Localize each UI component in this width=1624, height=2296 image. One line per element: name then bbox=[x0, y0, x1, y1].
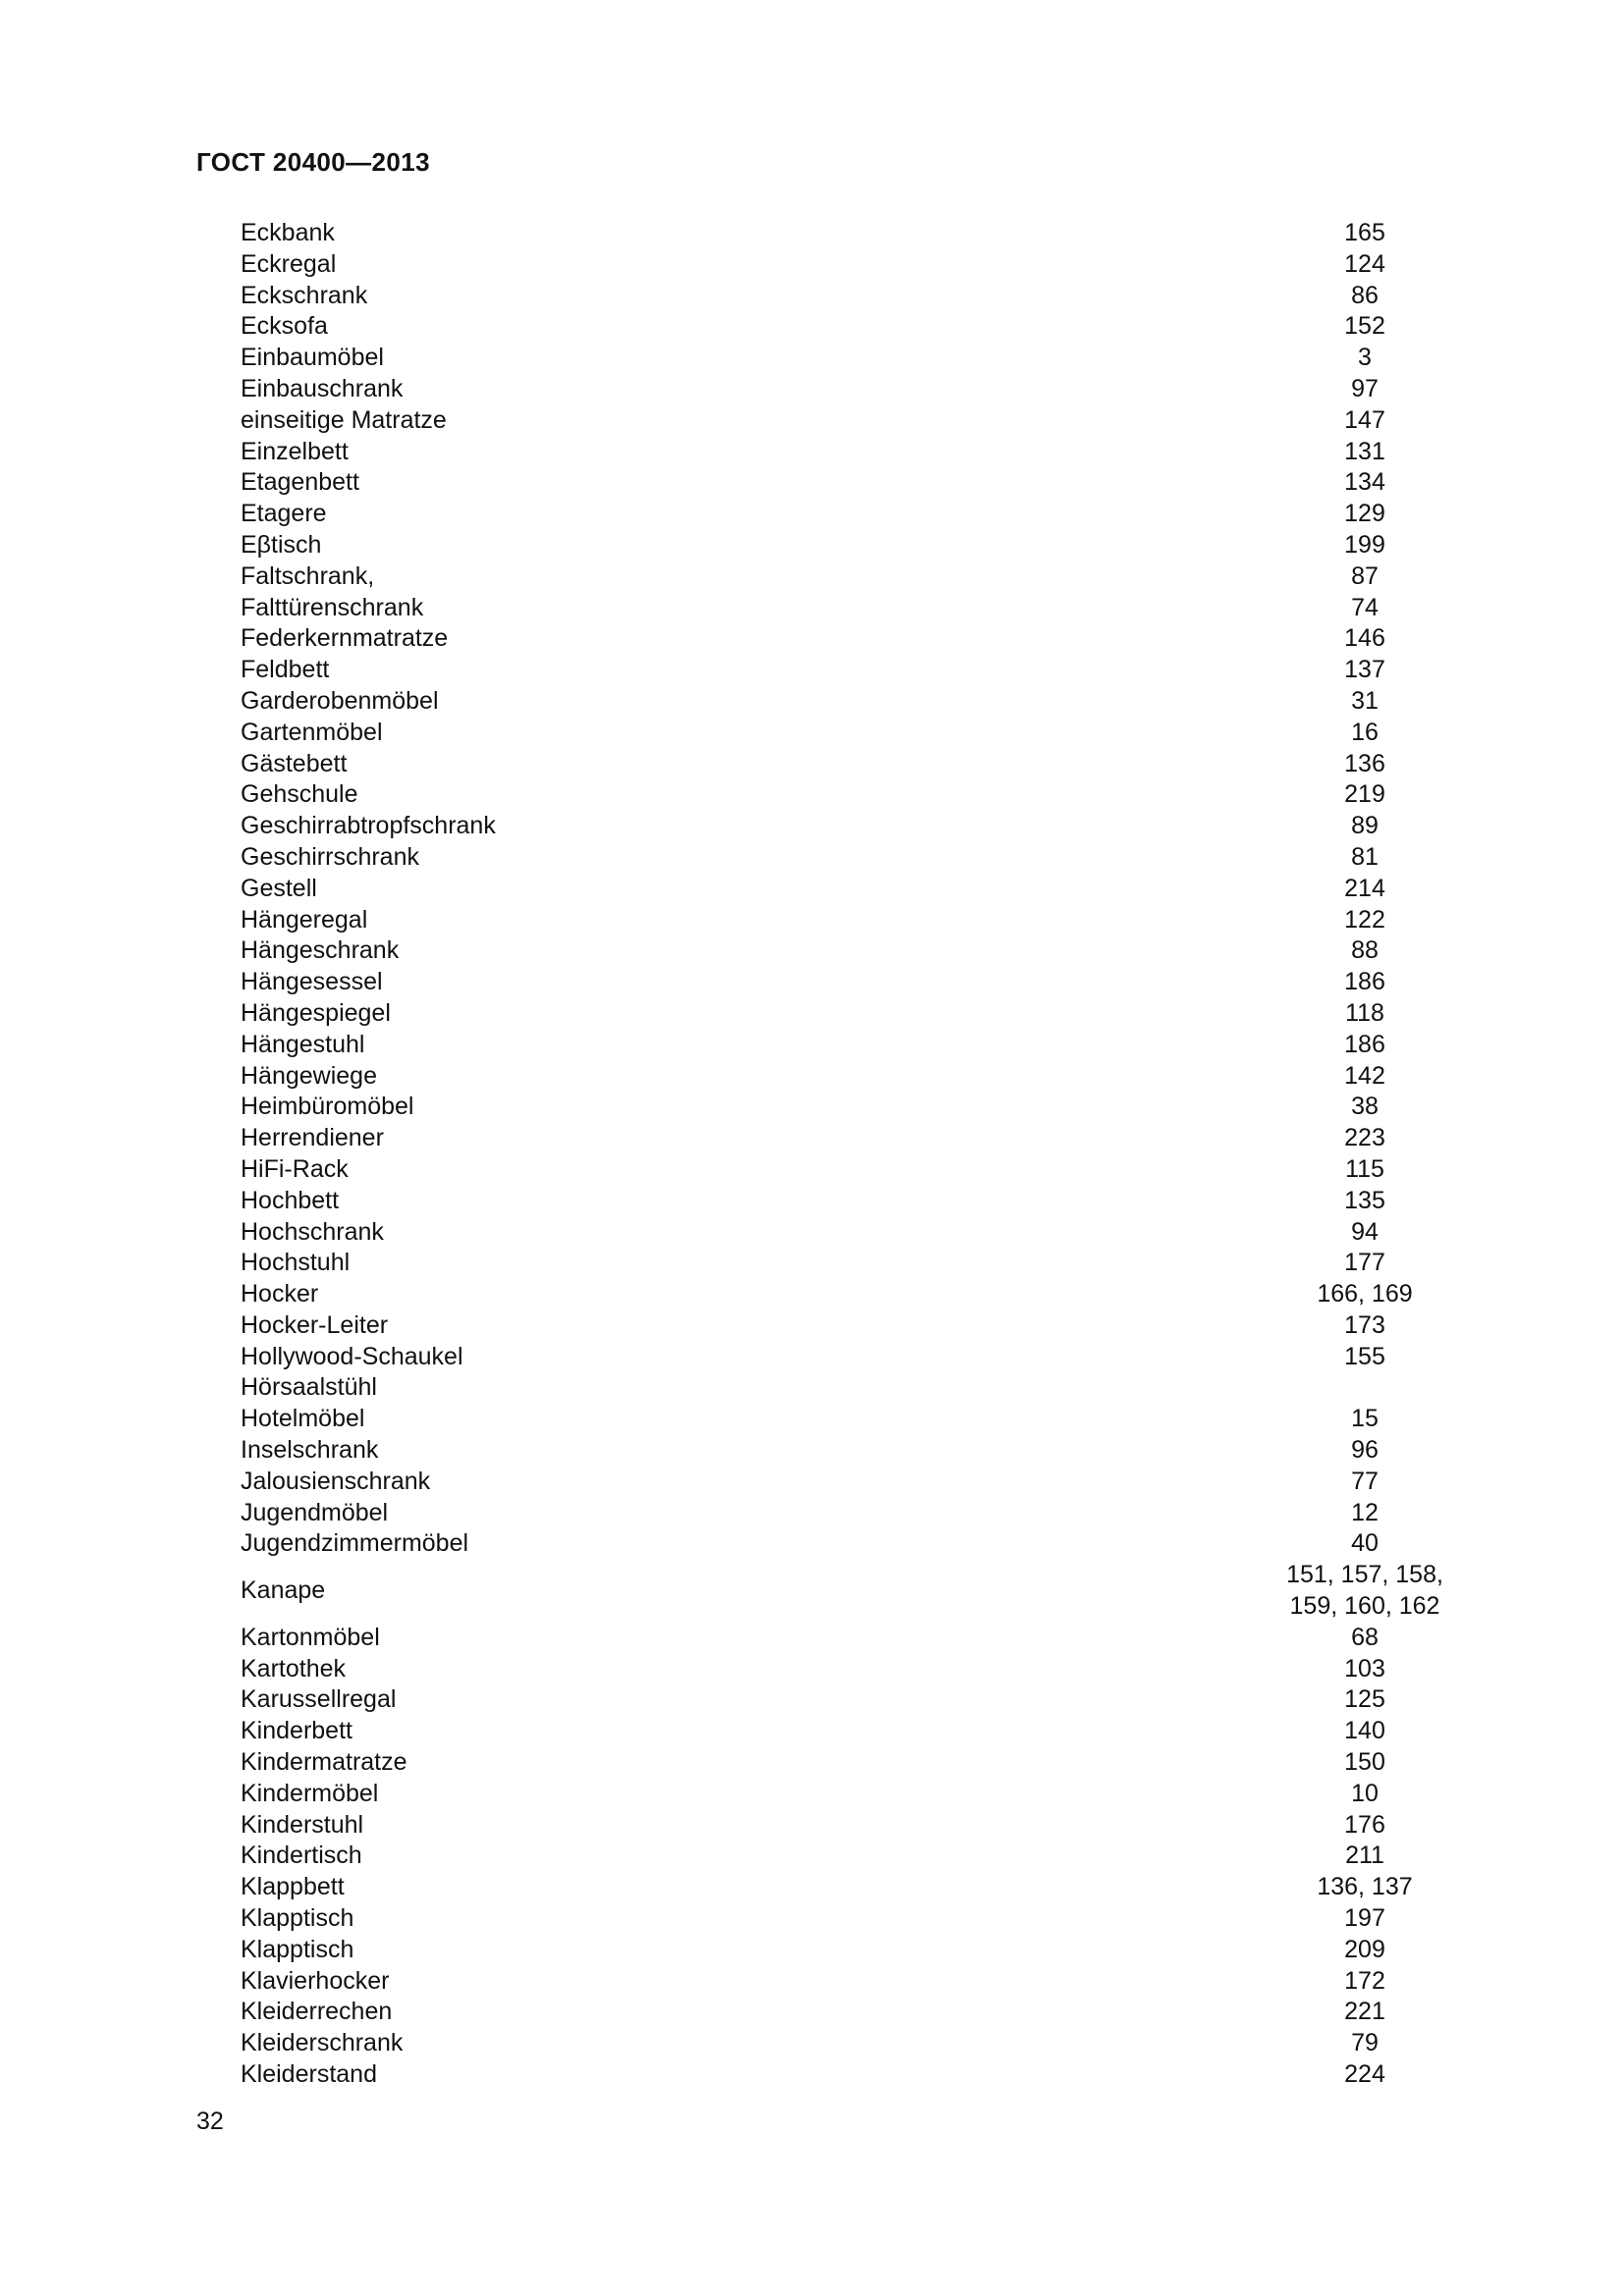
index-term: Kinderstuhl bbox=[241, 1810, 364, 1839]
index-pages bbox=[1222, 1623, 1507, 1654]
index-pages bbox=[1222, 530, 1507, 561]
page-number-line: 223 bbox=[1344, 1124, 1385, 1152]
index-row bbox=[241, 561, 1507, 593]
index-term: Hochstuhl bbox=[241, 1249, 351, 1277]
page-number-line: 136 bbox=[1344, 749, 1385, 777]
index-term: Geschirrschrank bbox=[241, 842, 419, 871]
index-pages bbox=[1222, 281, 1507, 312]
index-row bbox=[241, 998, 1507, 1030]
index-row bbox=[241, 467, 1507, 499]
index-row bbox=[241, 1030, 1507, 1061]
page-number-line: 172 bbox=[1344, 1966, 1385, 1995]
index-term: Garderobenmöbel bbox=[241, 686, 439, 715]
index-row bbox=[241, 1872, 1507, 1903]
index-pages bbox=[1222, 405, 1507, 437]
page-number-line: 12 bbox=[1351, 1498, 1379, 1526]
index-term: Einzelbett bbox=[241, 437, 349, 465]
index-term: Gehschule bbox=[241, 780, 358, 809]
index-term: Klappbett bbox=[241, 1873, 345, 1901]
index-pages bbox=[1222, 1217, 1507, 1249]
page-number-line: 88 bbox=[1351, 936, 1379, 965]
index-pages bbox=[1222, 842, 1507, 874]
page-number-line: 165 bbox=[1344, 219, 1385, 246]
index-row bbox=[241, 311, 1507, 343]
page-number-line: 135 bbox=[1344, 1186, 1385, 1214]
page-number-line: 219 bbox=[1344, 780, 1385, 809]
index-pages bbox=[1222, 1030, 1507, 1061]
index-term: Einbaumöbel bbox=[241, 344, 384, 372]
page-number-line: 177 bbox=[1344, 1249, 1385, 1277]
page-number-line: 152 bbox=[1344, 312, 1385, 341]
index-row bbox=[241, 1903, 1507, 1935]
index-row bbox=[241, 593, 1507, 624]
page-number-line: 89 bbox=[1351, 812, 1379, 840]
page-number-line: 77 bbox=[1351, 1467, 1379, 1495]
page-number-line: 151, 157, 158, bbox=[1286, 1561, 1443, 1589]
index-pages bbox=[1222, 1248, 1507, 1279]
index-term: Heimbüromöbel bbox=[241, 1093, 414, 1121]
index-pages bbox=[1222, 655, 1507, 686]
index-pages bbox=[1222, 1404, 1507, 1435]
index-pages bbox=[1222, 374, 1507, 405]
index-row bbox=[241, 1841, 1507, 1872]
index-term: Klapptisch bbox=[241, 1904, 354, 1933]
page-number-line: 147 bbox=[1344, 405, 1385, 434]
page-number-line: 131 bbox=[1344, 437, 1385, 465]
page-number-line: 38 bbox=[1351, 1093, 1379, 1121]
index-term: Feldbett bbox=[241, 656, 330, 684]
index-pages bbox=[1222, 1872, 1507, 1903]
index-row bbox=[241, 1747, 1507, 1779]
index-term: Kindertisch bbox=[241, 1842, 362, 1870]
page-number-line: 150 bbox=[1344, 1748, 1385, 1777]
page-number-line: 31 bbox=[1351, 686, 1379, 715]
page-number-line: 15 bbox=[1351, 1405, 1379, 1433]
index-term: Jalousienschrank bbox=[241, 1467, 431, 1495]
index-pages bbox=[1222, 718, 1507, 749]
index-pages bbox=[1222, 1560, 1507, 1623]
index-pages bbox=[1222, 874, 1507, 905]
index-row bbox=[241, 811, 1507, 842]
index-term: Hängespiegel bbox=[241, 998, 391, 1027]
index-pages bbox=[1222, 1435, 1507, 1467]
index-term: Klavierhocker bbox=[241, 1966, 390, 1995]
index-row bbox=[241, 249, 1507, 281]
index-row bbox=[241, 1810, 1507, 1842]
index-term: Kindermatratze bbox=[241, 1748, 407, 1777]
index-term: HiFi-Rack bbox=[241, 1154, 349, 1183]
page-number-line: 186 bbox=[1344, 968, 1385, 996]
page-number-line: 3 bbox=[1358, 344, 1372, 372]
index-term: Hängewiege bbox=[241, 1061, 377, 1090]
index-term: Eckregal bbox=[241, 249, 337, 278]
page-number-line: 214 bbox=[1344, 874, 1385, 902]
index-term: Hängeregal bbox=[241, 905, 368, 934]
index-pages bbox=[1222, 1123, 1507, 1154]
index-pages bbox=[1222, 623, 1507, 655]
page-number-line: 224 bbox=[1344, 2060, 1385, 2089]
index-term: Kleiderrechen bbox=[241, 1998, 393, 2026]
index-row bbox=[241, 437, 1507, 468]
page-number-line: 124 bbox=[1344, 249, 1385, 278]
index-pages bbox=[1222, 1654, 1507, 1685]
index-pages bbox=[1222, 1903, 1507, 1935]
index-pages bbox=[1222, 1841, 1507, 1872]
index-term: Federkernmatratze bbox=[241, 624, 449, 653]
index-row bbox=[241, 1186, 1507, 1217]
index-term: Hotelmöbel bbox=[241, 1405, 365, 1433]
page-number-line: 10 bbox=[1351, 1779, 1379, 1807]
index-pages bbox=[1222, 1467, 1507, 1498]
index-pages bbox=[1222, 2059, 1507, 2091]
index-term: Falttürenschrank bbox=[241, 593, 424, 621]
page-number-line: 159, 160, 162 bbox=[1289, 1592, 1440, 1621]
page-number-line: 136, 137 bbox=[1317, 1873, 1413, 1901]
index-row bbox=[241, 1498, 1507, 1529]
index-pages bbox=[1222, 1342, 1507, 1373]
index-row bbox=[241, 1716, 1507, 1747]
index-pages bbox=[1222, 905, 1507, 936]
index-term: Hochschrank bbox=[241, 1217, 384, 1246]
index-pages bbox=[1222, 1061, 1507, 1093]
page-number: 32 bbox=[196, 2108, 224, 2135]
page-number-line: 186 bbox=[1344, 1030, 1385, 1058]
index-term: Einbauschrank bbox=[241, 374, 404, 402]
index-row bbox=[241, 1684, 1507, 1716]
index-row bbox=[241, 718, 1507, 749]
index-row bbox=[241, 1342, 1507, 1373]
page-number-line: 166, 169 bbox=[1317, 1280, 1413, 1308]
index-term: Eckbank bbox=[241, 219, 335, 246]
page-number-line: 146 bbox=[1344, 624, 1385, 653]
index-term: Faltschrank, bbox=[241, 561, 375, 590]
index-row bbox=[241, 218, 1507, 249]
index-row bbox=[241, 499, 1507, 530]
index-term: Jugendmöbel bbox=[241, 1498, 389, 1526]
index-row bbox=[241, 779, 1507, 811]
index-pages bbox=[1222, 1279, 1507, 1310]
page-number-line: 221 bbox=[1344, 1998, 1385, 2026]
page-number-line: 87 bbox=[1351, 561, 1379, 590]
index-term: Karussellregal bbox=[241, 1685, 397, 1714]
index-pages bbox=[1222, 1747, 1507, 1779]
index-row bbox=[241, 905, 1507, 936]
index-term: einseitige Matratze bbox=[241, 405, 447, 434]
index-pages bbox=[1222, 1997, 1507, 2028]
page-number-line: 96 bbox=[1351, 1436, 1379, 1465]
index-row bbox=[241, 1623, 1507, 1654]
index-term: Kanape bbox=[241, 1576, 326, 1605]
index-pages bbox=[1222, 2028, 1507, 2059]
index-row bbox=[241, 1217, 1507, 1249]
page-number-line: 40 bbox=[1351, 1529, 1379, 1558]
index-row bbox=[241, 281, 1507, 312]
index-term: Kartothek bbox=[241, 1654, 347, 1682]
page-number-line: 134 bbox=[1344, 468, 1385, 497]
index-row bbox=[241, 343, 1507, 374]
index-list bbox=[241, 218, 1507, 2091]
page-number-line: 115 bbox=[1345, 1154, 1384, 1183]
index-row bbox=[241, 405, 1507, 437]
index-pages bbox=[1222, 1966, 1507, 1998]
index-row bbox=[241, 1061, 1507, 1093]
index-row bbox=[241, 842, 1507, 874]
index-row bbox=[241, 1248, 1507, 1279]
index-pages bbox=[1222, 779, 1507, 811]
index-pages bbox=[1222, 1810, 1507, 1842]
index-row bbox=[241, 686, 1507, 718]
index-pages bbox=[1222, 749, 1507, 780]
index-row bbox=[241, 1467, 1507, 1498]
index-row bbox=[241, 1310, 1507, 1342]
index-row bbox=[241, 1279, 1507, 1310]
index-pages bbox=[1222, 1154, 1507, 1186]
index-term: Hollywood-Schaukel bbox=[241, 1342, 463, 1370]
index-term: Kartonmöbel bbox=[241, 1623, 380, 1651]
index-pages bbox=[1222, 1372, 1507, 1404]
index-term: Hängestuhl bbox=[241, 1030, 365, 1058]
page-number-line: 137 bbox=[1344, 656, 1385, 684]
page-number-line: 197 bbox=[1344, 1904, 1385, 1933]
index-pages bbox=[1222, 1716, 1507, 1747]
index-term: Eckschrank bbox=[241, 281, 368, 309]
index-pages bbox=[1222, 1186, 1507, 1217]
index-pages bbox=[1222, 1779, 1507, 1810]
page-number-line: 129 bbox=[1344, 500, 1385, 528]
index-row bbox=[241, 623, 1507, 655]
index-row bbox=[241, 1654, 1507, 1685]
index-term: Hocker bbox=[241, 1280, 319, 1308]
index-pages bbox=[1222, 499, 1507, 530]
page-number-line: 199 bbox=[1344, 530, 1385, 559]
page-number-line: 155 bbox=[1344, 1342, 1385, 1370]
index-term: Jugendzimmermöbel bbox=[241, 1529, 469, 1558]
index-row bbox=[241, 1528, 1507, 1560]
page-number-line: 97 bbox=[1351, 374, 1379, 402]
index-term: Gestell bbox=[241, 874, 317, 902]
index-row bbox=[241, 1435, 1507, 1467]
index-pages bbox=[1222, 218, 1507, 249]
index-row bbox=[241, 2028, 1507, 2059]
index-pages bbox=[1222, 1684, 1507, 1716]
index-row bbox=[241, 935, 1507, 967]
index-term: Hängesessel bbox=[241, 968, 383, 996]
index-term: Klapptisch bbox=[241, 1935, 354, 1963]
index-term: Eβtisch bbox=[241, 530, 322, 559]
index-row bbox=[241, 1123, 1507, 1154]
index-pages bbox=[1222, 593, 1507, 624]
page-number-line: 16 bbox=[1351, 718, 1379, 746]
index-row bbox=[241, 967, 1507, 998]
index-row bbox=[241, 2059, 1507, 2091]
index-term: Geschirrabtropfschrank bbox=[241, 812, 496, 840]
index-row bbox=[241, 749, 1507, 780]
index-term: Etagenbett bbox=[241, 468, 359, 497]
page-number-line: 68 bbox=[1351, 1623, 1379, 1651]
index-row bbox=[241, 874, 1507, 905]
index-row bbox=[241, 1935, 1507, 1966]
page-number-line: 142 bbox=[1344, 1061, 1385, 1090]
index-pages bbox=[1222, 1528, 1507, 1560]
index-pages bbox=[1222, 967, 1507, 998]
page-number-line: 94 bbox=[1351, 1217, 1379, 1246]
index-row bbox=[241, 374, 1507, 405]
index-row bbox=[241, 1966, 1507, 1998]
index-term: Ecksofa bbox=[241, 312, 328, 341]
page-number-line: 176 bbox=[1344, 1810, 1385, 1839]
page-number-line: 79 bbox=[1351, 2029, 1379, 2057]
page-number-line: 103 bbox=[1344, 1654, 1385, 1682]
index-row bbox=[241, 1372, 1507, 1404]
index-term: Herrendiener bbox=[241, 1124, 384, 1152]
page-number-line: 211 bbox=[1345, 1842, 1384, 1870]
index-term: Hocker-Leiter bbox=[241, 1310, 389, 1339]
page-number-line: 122 bbox=[1344, 905, 1385, 934]
index-term: Gartenmöbel bbox=[241, 718, 383, 746]
index-pages bbox=[1222, 437, 1507, 468]
index-row bbox=[241, 655, 1507, 686]
page-number-line: 118 bbox=[1345, 998, 1384, 1027]
index-pages bbox=[1222, 311, 1507, 343]
page-number-line: 209 bbox=[1344, 1935, 1385, 1963]
index-pages bbox=[1222, 998, 1507, 1030]
index-term: Hörsaalstühl bbox=[241, 1373, 377, 1402]
index-term: Kleiderstand bbox=[241, 2060, 377, 2089]
index-pages bbox=[1222, 467, 1507, 499]
index-row bbox=[241, 1560, 1507, 1623]
index-term: Inselschrank bbox=[241, 1436, 379, 1465]
index-term: Hochbett bbox=[241, 1186, 340, 1214]
index-pages bbox=[1222, 1310, 1507, 1342]
index-term: Etagere bbox=[241, 500, 327, 528]
page-number-line: 81 bbox=[1351, 842, 1379, 871]
index-pages bbox=[1222, 343, 1507, 374]
page-number-line: 140 bbox=[1344, 1717, 1385, 1745]
index-term: Kinderbett bbox=[241, 1717, 352, 1745]
page-number-line: 74 bbox=[1351, 593, 1379, 621]
index-row bbox=[241, 1404, 1507, 1435]
index-term: Kleiderschrank bbox=[241, 2029, 404, 2057]
page-number-line bbox=[1222, 1372, 1507, 1404]
index-pages bbox=[1222, 249, 1507, 281]
index-pages bbox=[1222, 1498, 1507, 1529]
page-number-line: 125 bbox=[1344, 1685, 1385, 1714]
index-pages bbox=[1222, 561, 1507, 593]
index-row bbox=[241, 1092, 1507, 1123]
document-header: ГОСТ 20400—2013 bbox=[196, 147, 430, 177]
index-pages bbox=[1222, 811, 1507, 842]
index-term: Gästebett bbox=[241, 749, 348, 777]
index-pages bbox=[1222, 1935, 1507, 1966]
index-pages bbox=[1222, 686, 1507, 718]
index-term: Kindermöbel bbox=[241, 1779, 379, 1807]
index-pages bbox=[1222, 935, 1507, 967]
index-term: Hängeschrank bbox=[241, 936, 400, 965]
page-number-line: 86 bbox=[1351, 281, 1379, 309]
index-row bbox=[241, 530, 1507, 561]
index-row bbox=[241, 1779, 1507, 1810]
index-row bbox=[241, 1154, 1507, 1186]
index-pages bbox=[1222, 1092, 1507, 1123]
index-row bbox=[241, 1997, 1507, 2028]
page-number-line: 173 bbox=[1344, 1310, 1385, 1339]
